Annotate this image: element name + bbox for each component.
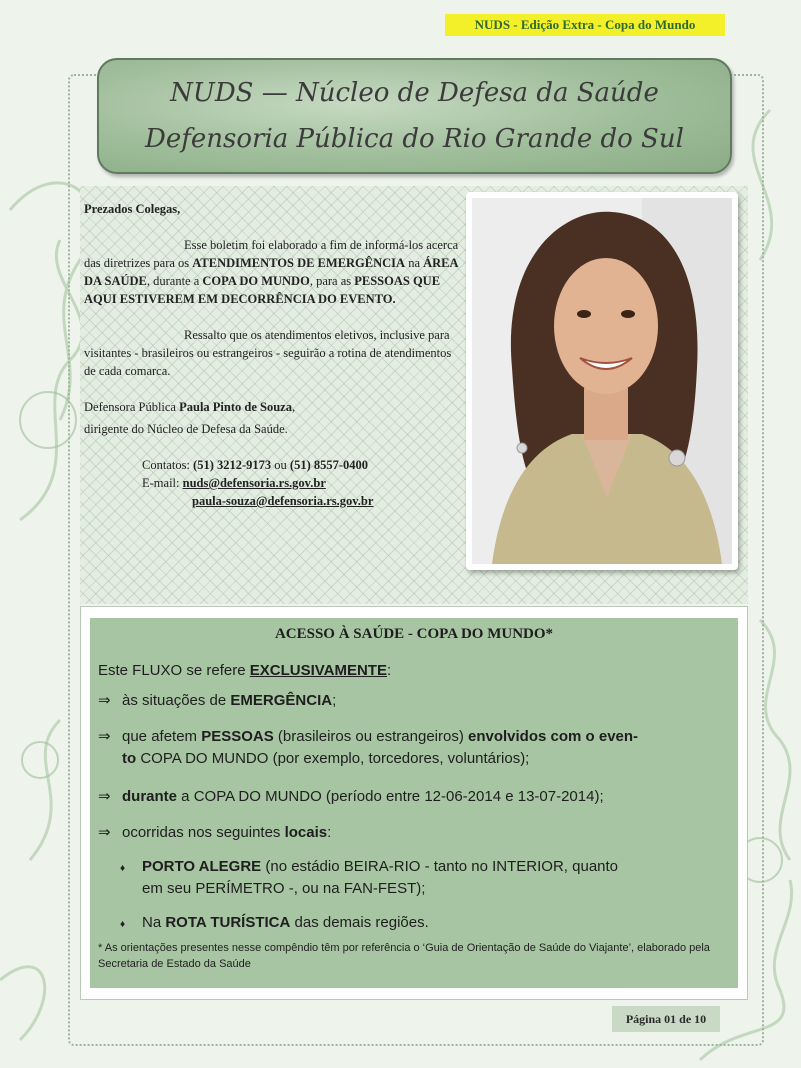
flow-title: ACESSO À SAÚDE - COPA DO MUNDO*	[274, 626, 554, 642]
greeting: Prezados Colegas,	[84, 202, 181, 216]
contacts: Contatos: (51) 3212-9173 ou (51) 8557-0400	[142, 458, 369, 472]
arrow-icon: ⇒	[98, 728, 111, 745]
email-link-paula[interactable]: paula-souza@defensoria.rs.gov.br	[192, 494, 374, 508]
page-subtitle: Defensoria Pública do Rio Grande do Sul	[145, 124, 684, 154]
signature: Defensora Pública Paula Pinto de Souza,	[84, 400, 296, 414]
diamond-bullet-icon: ♦	[120, 863, 126, 874]
page-number: Página 01 de 10	[612, 1006, 720, 1032]
location-item-1: ♦ PORTO ALEGRE (no estádio BEIRA-RIO - tanto no INTERIOR, quanto	[120, 856, 618, 880]
flow-lead: Este FLUXO se refere EXCLUSIVAMENTE:	[98, 662, 392, 679]
email-line: E-mail: nuds@defensoria.rs.gov.br	[142, 476, 326, 490]
email-line-2	[84, 492, 464, 510]
arrow-icon: ⇒	[98, 788, 111, 805]
photo-frame	[466, 192, 738, 570]
footnote: * As orientações presentes nesse compêndio têm por referência o ‘Guia de Orientação de Saúde do Viajante’, elaborado pela Secretaria de Estado da Saúde	[98, 942, 710, 970]
page-title: NUDS — Núcleo de Defesa da Saúde	[170, 78, 659, 108]
arrow-icon: ⇒	[98, 824, 111, 841]
flow-item-2-cont: to COPA DO MUNDO (por exemplo, torcedores, voluntários);	[122, 750, 530, 767]
edition-tag: NUDS - Edição Extra - Copa do Mundo	[445, 14, 725, 36]
flow-item-3: ⇒ durante a COPA DO MUNDO (período entre 12-06-2014 e 13-07-2014);	[98, 786, 604, 808]
phone-2: (51) 8557-0400	[289, 458, 369, 472]
signature-role: dirigente do Núcleo de Defesa da Saúde.	[84, 422, 288, 436]
intro-paragraph-1: Esse boletim foi elaborado a fim de informá-los acerca das diretrizes para os ATENDIMENTOS DE EMERGÊNCIA na ÁREA DA SAÚDE, durante a COPA DO MUNDO, para as PESSOAS QUE AQUI ESTIVEREM EM DECORRÊNCIA DO EVENTO.	[84, 238, 459, 306]
portrait-illustration	[472, 198, 732, 564]
flow-item-1: ⇒ às situações de EMERGÊNCIA;	[98, 690, 336, 712]
phone-1: (51) 3212-9173	[193, 458, 272, 472]
flow-box	[88, 616, 740, 990]
intro-section	[80, 186, 748, 604]
portrait-photo	[472, 198, 732, 564]
intro-text	[84, 200, 464, 510]
intro-paragraph-2: Ressalto que os atendimentos eletivos, inclusive para visitantes - brasileiros ou estrangeiros - seguirão a rotina de atendimentos de cada comarca.	[84, 328, 452, 378]
location-item-2: ♦ Na ROTA TURÍSTICA das demais regiões.	[120, 912, 429, 936]
arrow-icon: ⇒	[98, 692, 111, 709]
title-box	[97, 58, 732, 174]
flow-item-4: ⇒ ocorridas nos seguintes locais:	[98, 822, 331, 844]
diamond-bullet-icon: ♦	[120, 919, 126, 930]
location-item-1-cont: em seu PERÍMETRO -, ou na FAN-FEST);	[142, 880, 426, 897]
email-link-nuds[interactable]: nuds@defensoria.rs.gov.br	[182, 476, 326, 490]
flow-item-2: ⇒ que afetem PESSOAS (brasileiros ou estrangeiros) envolvidos com o even-	[98, 726, 638, 748]
